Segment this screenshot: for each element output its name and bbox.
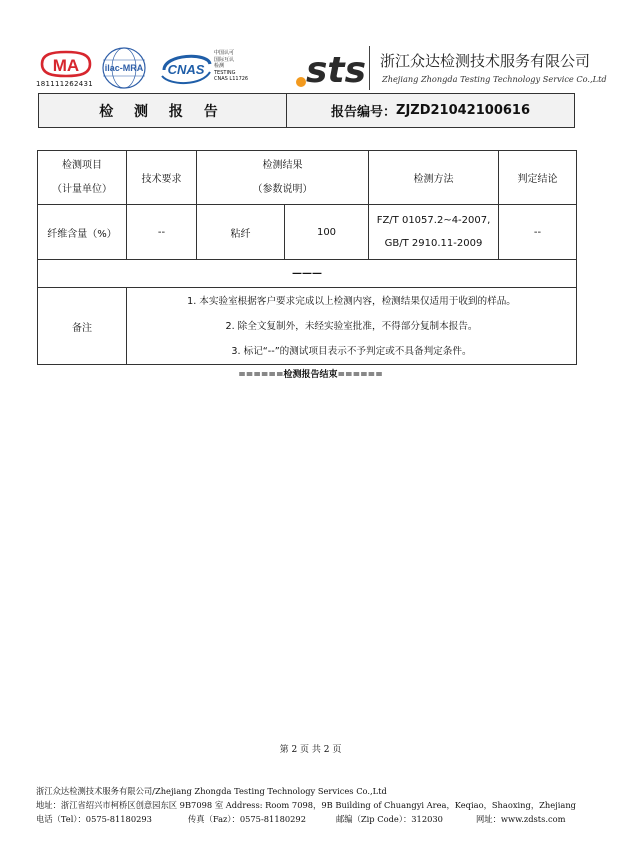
header-method: 检测方法 — [369, 151, 499, 205]
ilac-mra-logo — [100, 46, 148, 90]
cell-requirement: -- — [127, 205, 197, 260]
footer-fax: 传真（Faz）：0575-81180292 — [188, 814, 306, 824]
header-test-item: 检测项目 （计量单位） — [38, 151, 127, 205]
notes-content — [127, 288, 577, 365]
footer-company: 浙江众达检测技术服务有限公司/Zhejiang Zhongda Testing Technology Services Co.,Ltd — [36, 786, 387, 796]
header-result: 检测结果 （参数说明） — [197, 151, 369, 205]
company-name-en: Zhejiang Zhongda Testing Technology Service Co.,Ltd — [382, 74, 607, 84]
cell-conclusion: -- — [499, 205, 577, 260]
footer-website: 网址：www.zdsts.com — [476, 814, 566, 824]
cma-number: 181111262431 — [36, 80, 94, 88]
cell-test-item: 纤维含量（%） — [38, 205, 127, 260]
cma-logo — [38, 50, 94, 78]
cell-method: FZ/T 01057.2~4-2007, GB/T 2910.11-2009 — [369, 205, 499, 260]
report-number-value: ZJZD21042100616 — [396, 103, 530, 118]
note-item: 1. 本实验室根据客户要求完成以上检测内容，检测结果仅适用于收到的样品。 — [187, 295, 516, 307]
cnas-accreditation-text: 中国认可 国际互认 检测 TESTING CNAS L11726 — [214, 50, 249, 82]
header-conclusion: 判定结论 — [499, 151, 577, 205]
notes-row — [38, 288, 577, 365]
sts-logo — [292, 44, 366, 90]
header-requirement: 技术要求 — [127, 151, 197, 205]
table-separator-row — [38, 260, 577, 288]
note-item: 3. 标记“--”的测试项目表示不予判定或不具备判定条件。 — [231, 345, 472, 357]
report-end-marker: ======检测报告结束====== — [238, 370, 383, 380]
svg-text:sts: sts — [306, 50, 366, 90]
table-header-row — [38, 151, 577, 205]
cnas-logo — [158, 48, 214, 88]
footer-zip: 邮编（Zip Code）：312030 — [336, 814, 443, 824]
report-title-bar — [38, 93, 575, 128]
notes-label: 备注 — [38, 288, 127, 365]
table-row — [38, 205, 577, 260]
note-item: 2. 除全文复制外，未经实验室批准，不得部分复制本报告。 — [225, 320, 478, 332]
report-title: 检 测 报 告 — [39, 94, 287, 127]
results-table — [37, 150, 577, 365]
footer-tel: 电话（Tel）：0575-81180293 — [36, 814, 152, 824]
report-number-label: 报告编号： — [331, 105, 397, 120]
svg-text:CNAS: CNAS — [167, 62, 205, 77]
report-number — [287, 94, 574, 127]
header-divider — [369, 46, 370, 90]
cell-value: 100 — [285, 205, 369, 260]
cell-param: 粘纤 — [197, 205, 285, 260]
page-number: 第 2 页 共 2 页 — [279, 745, 342, 755]
footer-address: 地址：浙江省绍兴市柯桥区创意园东区 9B7098 室 Address: Room 7098，9B Building of Chuangyi Area，Keqiao，Shaoxing，Zhejiang — [36, 800, 576, 810]
svg-text:MA: MA — [52, 56, 80, 75]
svg-text:ilac-MRA: ilac-MRA — [104, 63, 144, 73]
separator-dash: ——— — [38, 260, 577, 288]
company-name-cn: 浙江众达检测技术服务有限公司 — [380, 52, 591, 70]
